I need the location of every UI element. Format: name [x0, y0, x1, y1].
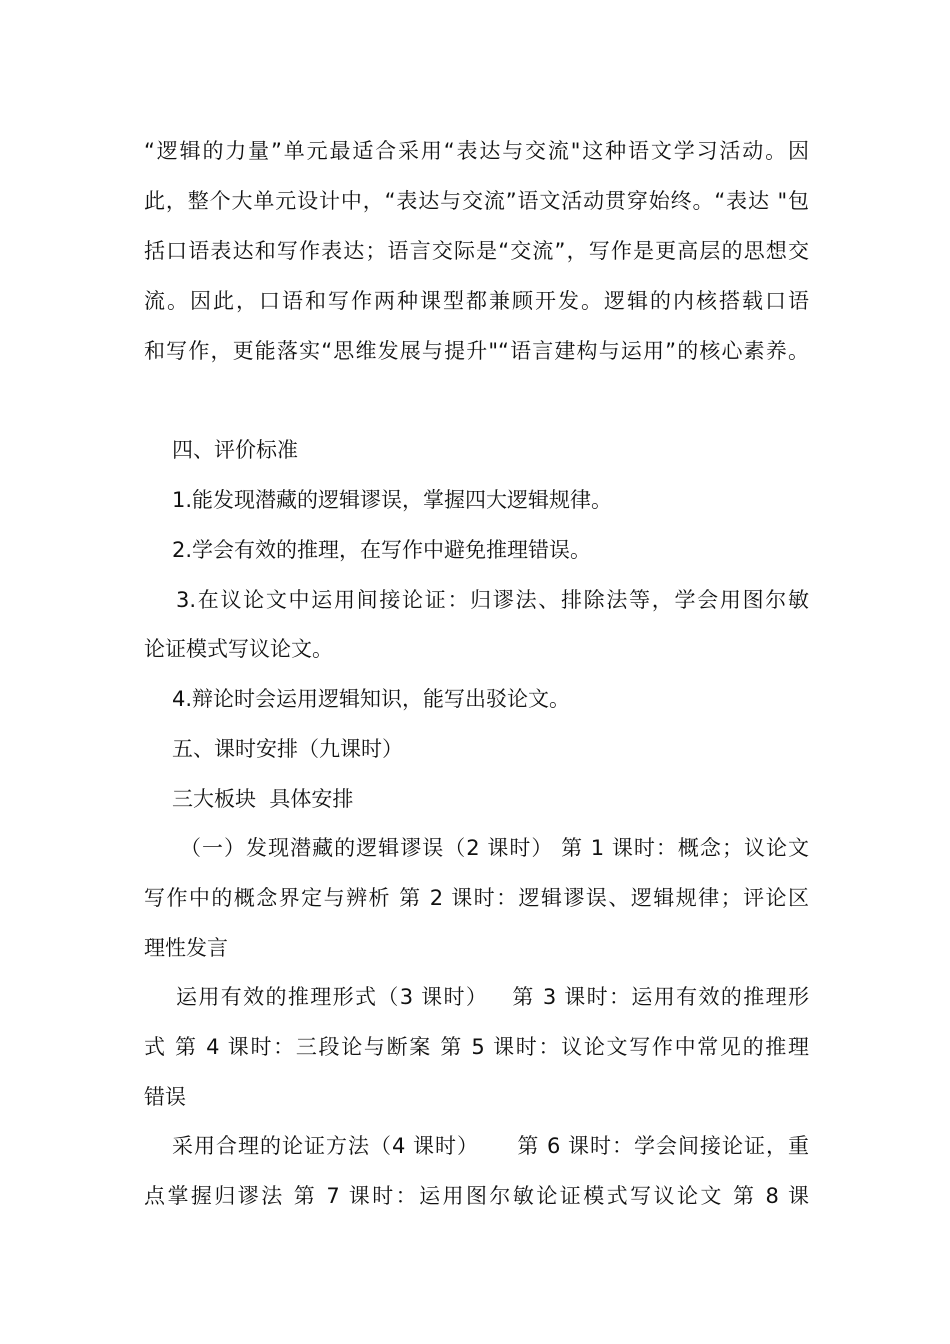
block-line: （一）发现潜藏的逻辑谬误（2 课时） 第 1 课时：概念；议论文: [180, 836, 809, 860]
paragraph-line: 流。因此，口语和写作两种课型都兼顾开发。逻辑的内核搭载口语: [144, 289, 809, 313]
block-line: 采用合理的论证方法（4 课时） 第 6 课时：学会间接论证，重: [172, 1134, 809, 1158]
paragraph-line: “逻辑的力量”单元最适合采用“表达与交流"这种语文学习活动。因: [144, 139, 809, 163]
table-header: 三大板块 具体安排: [172, 787, 354, 811]
block-line: 运用有效的推理形式（3 课时） 第 3 课时：运用有效的推理形: [176, 985, 809, 1009]
paragraph-line: 和写作，更能落实“思维发展与提升"“语言建构与运用”的核心素养。: [144, 339, 809, 363]
paragraph-line: 括口语表达和写作表达；语言交际是“交流”，写作是更高层的思想交: [144, 239, 809, 263]
section-heading: 四、评价标准: [172, 438, 298, 462]
criteria-item: 3.在议论文中运用间接论证：归谬法、排除法等，学会用图尔敏: [176, 588, 809, 612]
criteria-item-continued: 论证模式写议论文。: [144, 637, 333, 661]
criteria-item: 4.辩论时会运用逻辑知识，能写出驳论文。: [172, 687, 571, 711]
criteria-item: 1.能发现潜藏的逻辑谬误，掌握四大逻辑规律。: [172, 488, 613, 512]
section-heading: 五、课时安排（九课时）: [172, 737, 403, 761]
block-line: 写作中的概念界定与辨析 第 2 课时：逻辑谬误、逻辑规律；评论区: [144, 886, 809, 910]
paragraph-line: 此，整个大单元设计中，“表达与交流”语文活动贯穿始终。“表达 "包: [144, 189, 809, 213]
block-line: 点掌握归谬法 第 7 课时：运用图尔敏论证模式写议论文 第 8 课: [144, 1184, 809, 1208]
block-line: 式 第 4 课时：三段论与断案 第 5 课时：议论文写作中常见的推理: [144, 1035, 809, 1059]
block-line: 理性发言: [144, 936, 228, 960]
criteria-item: 2.学会有效的推理，在写作中避免推理错误。: [172, 538, 592, 562]
block-line: 错误: [144, 1085, 186, 1109]
